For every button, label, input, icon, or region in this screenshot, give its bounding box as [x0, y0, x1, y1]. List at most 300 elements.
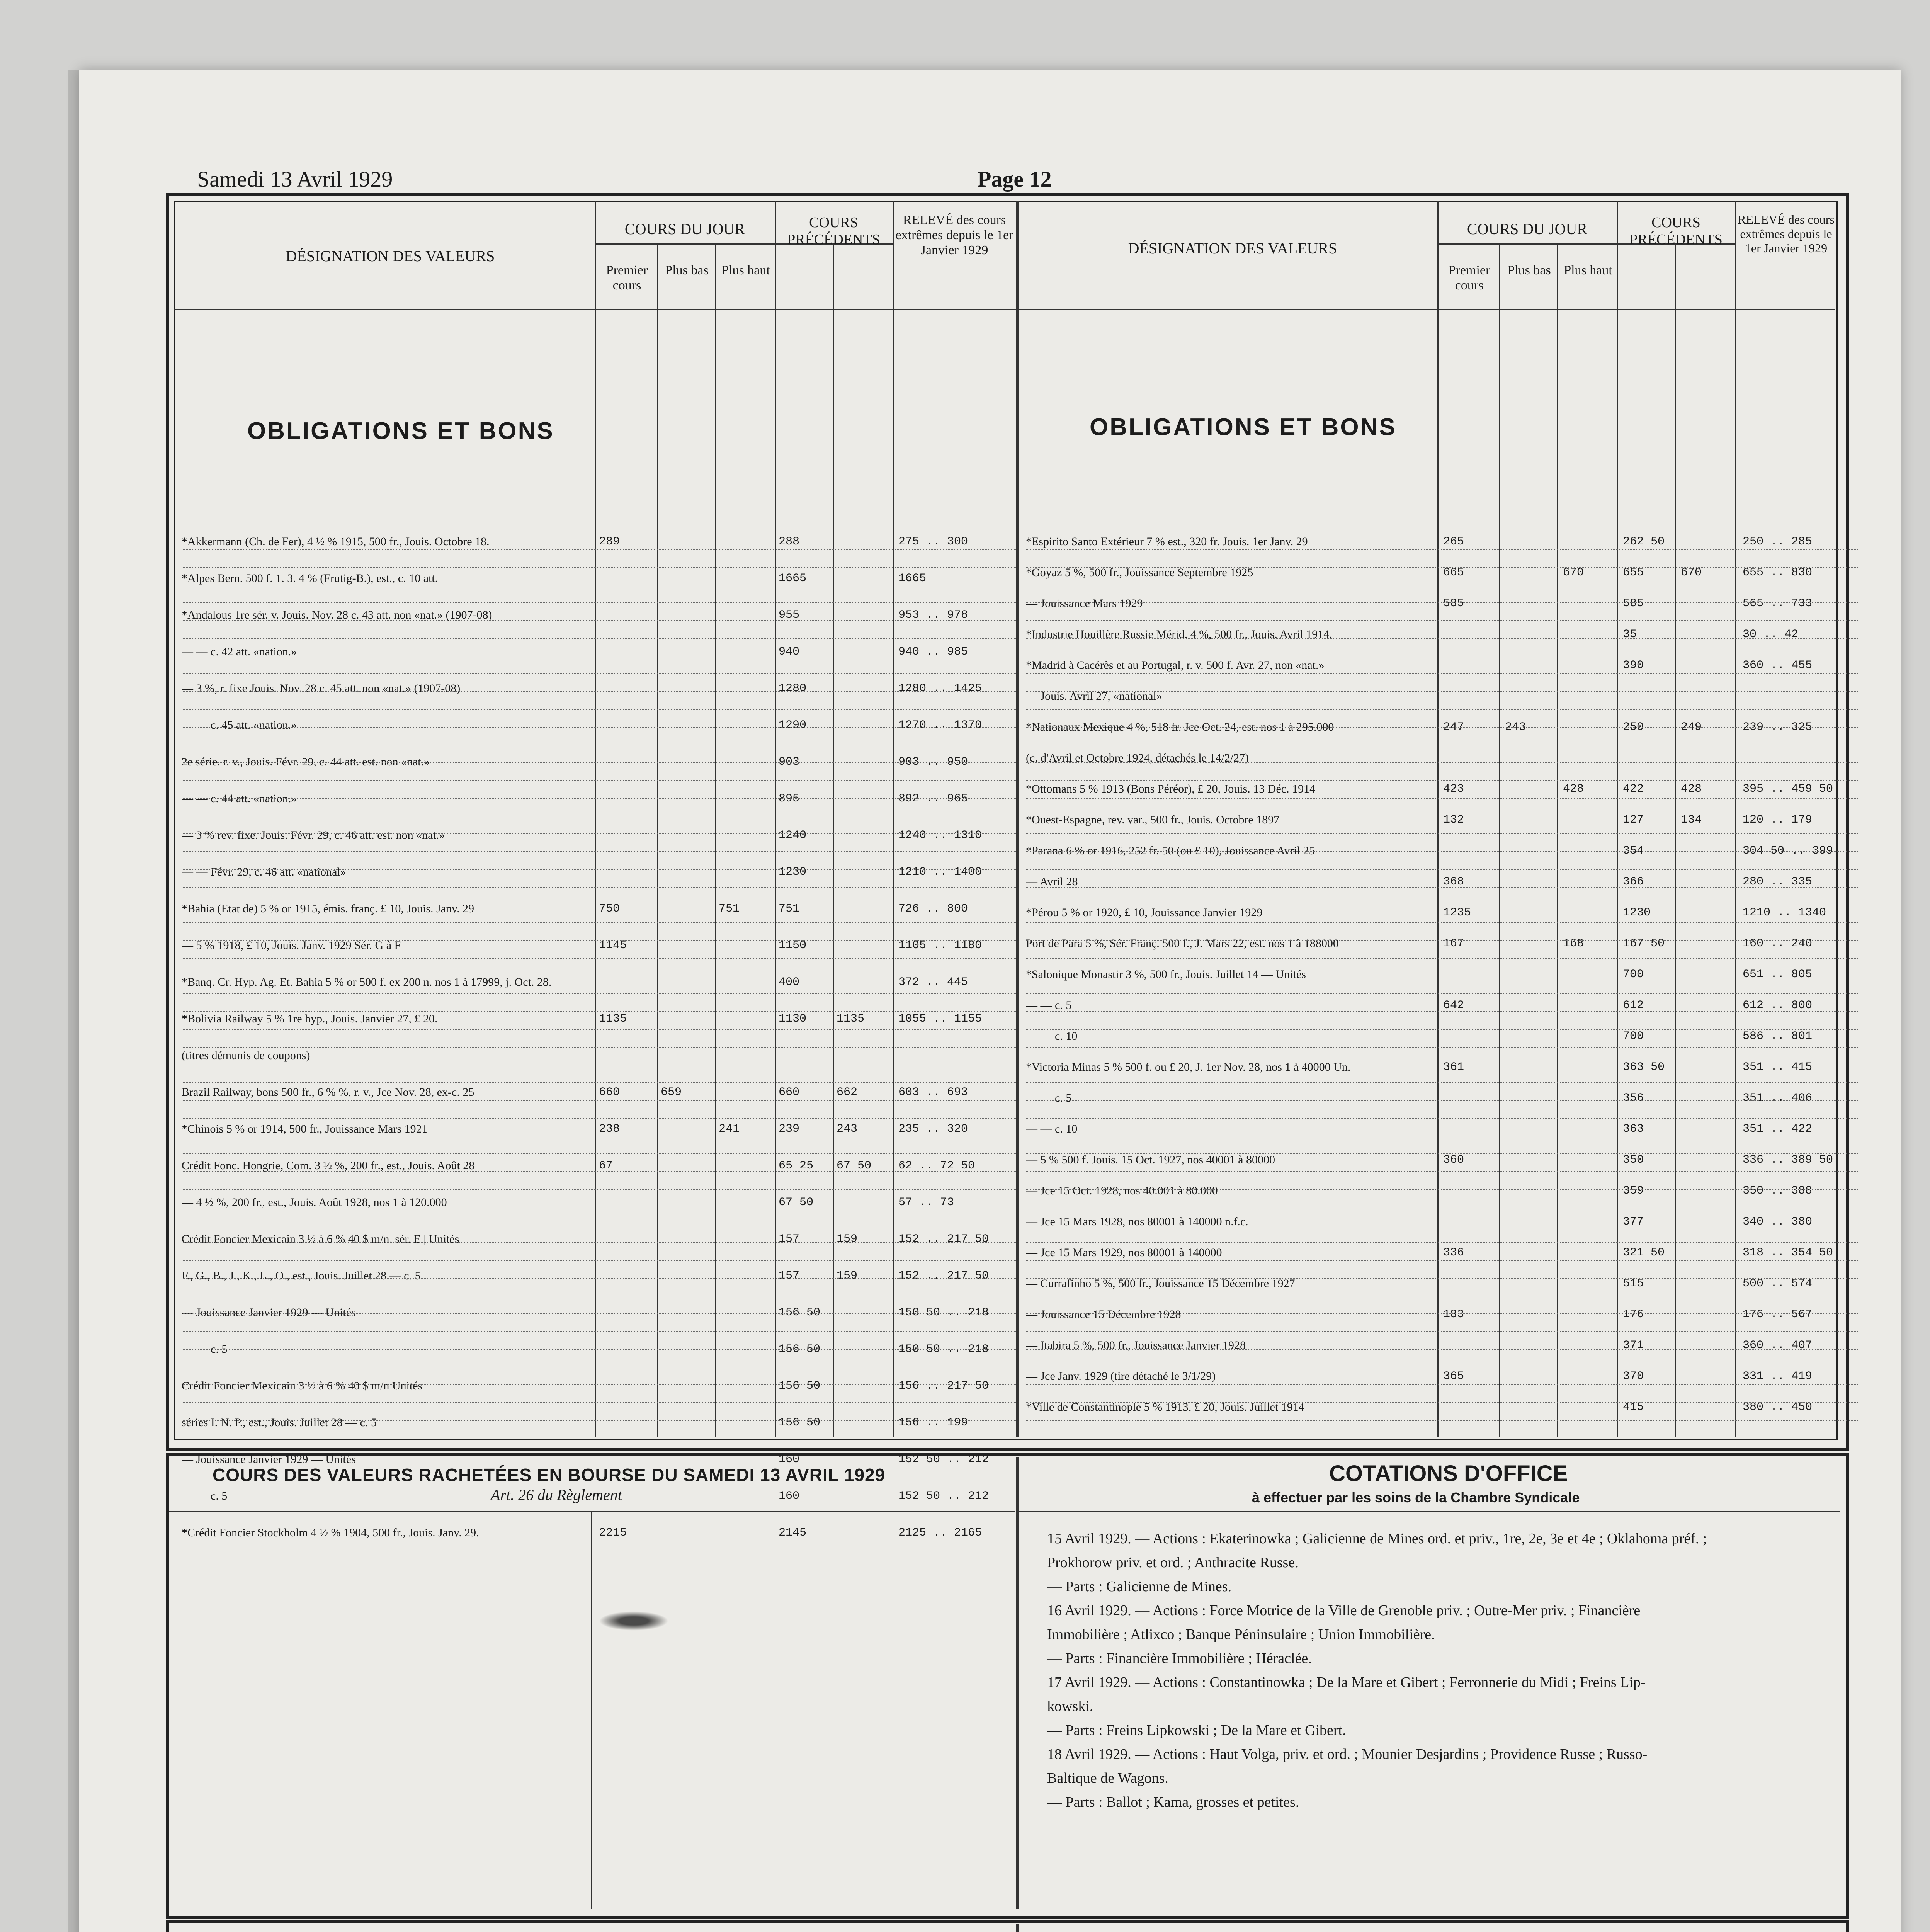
obligation-name: — Jouissance 15 Décembre 1928: [1026, 1308, 1181, 1321]
obligation-name: — Jouissance Janvier 1929 — Unités: [182, 1306, 356, 1319]
row-dotted-line: [1026, 1011, 1860, 1012]
row-dotted-line: [1026, 887, 1860, 888]
cotation-line: — Parts : Galicienne de Mines.: [1047, 1578, 1232, 1595]
obligation-prec: 377: [1623, 1215, 1644, 1228]
obligation-prec2: 428: [1681, 782, 1702, 796]
cotation-line: — Parts : Financière Immobilière ; Héraclée.: [1047, 1650, 1312, 1667]
obligation-releve: 603 .. 693: [898, 1086, 968, 1099]
obligation-name: (c. d'Avril et Octobre 1924, détachés le 14/2/27): [1026, 752, 1249, 764]
obligation-premier: 238: [599, 1122, 620, 1136]
rh-col5: [1675, 243, 1676, 1437]
cotation-line: 18 Avril 1929. — Actions : Haut Volga, priv. et ord. ; Mounier Desjardins ; Providence Russe ; Russo-: [1047, 1746, 1648, 1762]
obligation-releve: 30 .. 42: [1743, 628, 1799, 641]
obligation-prec: 371: [1623, 1339, 1644, 1352]
obligation-releve: 351 .. 422: [1743, 1122, 1813, 1136]
obligation-releve: 651 .. 805: [1743, 968, 1813, 981]
obligation-releve: 318 .. 354 50: [1743, 1246, 1833, 1259]
obligation-releve: 360 .. 407: [1743, 1339, 1813, 1352]
lh-col1: [595, 201, 596, 1437]
obligation-releve: 612 .. 800: [1743, 999, 1813, 1012]
obligation-premier: 132: [1443, 813, 1464, 827]
obligation-releve: 372 .. 445: [898, 976, 968, 989]
row-dotted-line: [182, 1384, 1016, 1385]
obligation-name: séries I. N. P., est., Jouis. Juillet 28 — c. 5: [182, 1416, 377, 1429]
right-haut-header: Plus haut: [1564, 263, 1612, 277]
row-dotted-line: [1026, 620, 1860, 621]
obligation-prec: 660: [779, 1086, 800, 1099]
cotations-line: [1019, 1511, 1840, 1512]
obligation-name: — 5 % 1918, £ 10, Jouis. Janv. 1929 Sér. G à F: [182, 939, 401, 952]
cotation-line: Immobilière ; Atlixco ; Banque Péninsulaire ; Union Immobilière.: [1047, 1626, 1435, 1643]
obligation-premier: 336: [1443, 1246, 1464, 1259]
obligation-releve: 340 .. 380: [1743, 1215, 1813, 1228]
obligation-releve: 150 50 .. 218: [898, 1343, 989, 1356]
obligation-releve: 380 .. 450: [1743, 1401, 1813, 1414]
row-dotted-line: [182, 1118, 1016, 1119]
obligation-prec: 363: [1623, 1122, 1644, 1136]
left-designation-header: DÉSIGNATION DES VALEURS: [286, 247, 495, 265]
obligation-premier: 360: [1443, 1153, 1464, 1167]
row-dotted-line: [182, 1189, 1016, 1190]
obligation-releve: 62 .. 72 50: [898, 1159, 975, 1172]
cotation-line: — Parts : Ballot ; Kama, grosses et petites.: [1047, 1794, 1299, 1810]
obligation-plus-haut: 670: [1563, 566, 1584, 579]
cotations-title: COTATIONS D'OFFICE: [1329, 1461, 1568, 1486]
row-dotted-line: [182, 691, 1016, 692]
obligation-premier: 1235: [1443, 906, 1471, 919]
obligation-plus-haut: 168: [1563, 937, 1584, 950]
rh-col2: [1499, 243, 1500, 1437]
obligation-releve: 57 .. 73: [898, 1196, 954, 1209]
obligation-name: — 3 %, r. fixe Jouis. Nov. 28 c. 45 att. non «nat.» (1907-08): [182, 682, 461, 695]
middle-divider: [1016, 1457, 1019, 1909]
obligation-releve: 275 .. 300: [898, 535, 968, 548]
obligation-releve: 655 .. 830: [1743, 566, 1813, 579]
obligation-name: — — c. 5: [182, 1490, 228, 1502]
header-page-number: Page 12: [978, 167, 1052, 192]
rachetees-subtitle: Art. 26 du Règlement: [491, 1486, 622, 1503]
obligation-prec: 363 50: [1623, 1061, 1665, 1074]
obligation-prec2: 670: [1681, 566, 1702, 579]
right-bas-header: Plus bas: [1507, 263, 1551, 277]
row-dotted-line: [182, 1402, 1016, 1403]
left-premier-header: Premier cours: [606, 263, 648, 293]
obligation-name: — Jce 15 Mars 1929, nos 80001 à 140000: [1026, 1246, 1222, 1259]
row-dotted-line: [1026, 958, 1860, 959]
obligation-prec: 67 50: [779, 1196, 814, 1209]
row-dotted-line: [182, 1171, 1016, 1172]
obligation-prec: 1280: [779, 682, 807, 695]
obligation-name: *Akkermann (Ch. de Fer), 4 ½ % 1915, 500 fr., Jouis. Octobre 18.: [182, 535, 490, 548]
obligation-prec: 415: [1623, 1401, 1644, 1414]
obligation-name: *Banq. Cr. Hyp. Ag. Et. Bahia 5 % or 500 f. ex 200 n. nos 1 à 17999, j. Oct. 28.: [182, 976, 552, 988]
cotation-line: — Parts : Freins Lipkowski ; De la Mare et Gibert.: [1047, 1722, 1346, 1738]
right-cours-du-jour-header: COURS DU JOUR: [1467, 220, 1588, 238]
obligation-premier: 368: [1443, 875, 1464, 888]
row-dotted-line: [182, 869, 1016, 870]
obligation-releve: 395 .. 459 50: [1743, 782, 1833, 796]
obligation-name: Port de Para 5 %, Sér. Franç. 500 f., J. Mars 22, est. nos 1 à 188000: [1026, 937, 1339, 950]
row-dotted-line: [182, 833, 1016, 834]
obligation-releve: 350 .. 388: [1743, 1184, 1813, 1197]
obligation-premier: 750: [599, 902, 620, 915]
obligation-name: *Alpes Bern. 500 f. 1. 3. 4 % (Frutig-B.), est., c. 10 att.: [182, 572, 438, 585]
obligation-name: Crédit Fonc. Hongrie, Com. 3 ½ %, 200 fr., est., Jouis. Août 28: [182, 1159, 475, 1172]
row-dotted-line: [1026, 1189, 1860, 1190]
obligation-name: (titres démunis de coupons): [182, 1049, 310, 1062]
obligation-premier: 660: [599, 1086, 620, 1099]
row-dotted-line: [1026, 1278, 1860, 1279]
obligation-releve: 1280 .. 1425: [898, 682, 982, 695]
row-dotted-line: [182, 1047, 1016, 1048]
obligation-name: — Currafinho 5 %, 500 fr., Jouissance 15 Décembre 1927: [1026, 1277, 1295, 1290]
obligation-prec: 127: [1623, 813, 1644, 827]
row-dotted-line: [182, 887, 1016, 888]
rachetees-col: [591, 1511, 592, 1909]
obligation-premier: 665: [1443, 566, 1464, 579]
row-dotted-line: [1026, 940, 1860, 941]
obligation-prec: 515: [1623, 1277, 1644, 1290]
cotation-line: 16 Avril 1929. — Actions : Force Motrice de la Ville de Grenoble priv. ; Outre-Mer priv. ; Financière: [1047, 1602, 1641, 1619]
obligation-releve: 1210 .. 1340: [1743, 906, 1826, 919]
obligation-name: — 3 % rev. fixe. Jouis. Févr. 29, c. 46 att. est. non «nat.»: [182, 829, 445, 842]
ink-smudge: [599, 1611, 668, 1631]
right-precedents-header: COURS PRÉCÉDENTS: [1629, 214, 1723, 248]
obligation-plus-haut: 241: [719, 1122, 740, 1136]
row-dotted-line: [1026, 567, 1860, 568]
lh-col5: [833, 243, 834, 1437]
obligation-prec: 250: [1623, 721, 1644, 734]
obligation-name: 2e série. r. v., Jouis. Févr. 29, c. 44 att. est. non «nat.»: [182, 755, 430, 768]
obligation-prec: 156 50: [779, 1306, 821, 1319]
obligation-name: *Salonique Monastir 3 %, 500 fr., Jouis. Juillet 14 — Unités: [1026, 968, 1306, 981]
obligation-releve: 150 50 .. 218: [898, 1306, 989, 1319]
obligation-prec: 156 50: [779, 1343, 821, 1356]
obligation-prec: 422: [1623, 782, 1644, 796]
obligations-center-divider: [1016, 201, 1019, 1437]
obligation-releve: 1665: [898, 572, 927, 585]
row-dotted-line: [1026, 851, 1860, 852]
obligation-plus-haut: 428: [1563, 782, 1584, 796]
obligation-name: Crédit Foncier Mexicain 3 ½ à 6 % 40 $ m/n Unités: [182, 1379, 423, 1392]
obligation-name: *Ouest-Espagne, rev. var., 500 fr., Jouis. Octobre 1897: [1026, 813, 1280, 826]
right-premier-header: Premier cours: [1448, 263, 1490, 293]
obligation-releve: 726 .. 800: [898, 902, 968, 915]
obligation-prec: 65 25: [779, 1159, 814, 1172]
obligation-name: — 5 % 500 f. Jouis. 15 Oct. 1927, nos 40001 à 80000: [1026, 1153, 1275, 1166]
left-haut-header: Plus haut: [721, 263, 770, 277]
obligation-name: *Ville de Constantinople 5 % 1913, £ 20, Jouis. Juillet 1914: [1026, 1401, 1304, 1413]
row-dotted-line: [182, 549, 1016, 550]
page-content: [158, 0, 1859, 1932]
obligation-name: — Itabira 5 %, 500 fr., Jouissance Janvier 1928: [1026, 1339, 1246, 1352]
cotation-line: 17 Avril 1929. — Actions : Constantinowka ; De la Mare et Gibert ; Ferronnerie du Midi ; Freins Lip-: [1047, 1674, 1646, 1690]
obligation-plus-bas: 243: [1505, 721, 1526, 734]
obligation-prec2: 1135: [837, 1012, 865, 1026]
row-dotted-line: [182, 958, 1016, 959]
obligation-prec: 370: [1623, 1370, 1644, 1383]
obligation-releve: 953 .. 978: [898, 609, 968, 622]
obligation-prec: 1150: [779, 939, 807, 952]
row-dotted-line: [1026, 1242, 1860, 1243]
obligation-prec: 903: [779, 755, 800, 769]
row-dotted-line: [182, 851, 1016, 852]
row-dotted-line: [1026, 1349, 1860, 1350]
obligations-table-inner: [174, 201, 1838, 1440]
row-dotted-line: [1026, 1100, 1860, 1101]
row-dotted-line: [1026, 602, 1860, 603]
obligation-name: — — c. 10: [1026, 1122, 1078, 1135]
obligation-releve: 235 .. 320: [898, 1122, 968, 1136]
obligation-releve: 1055 .. 1155: [898, 1012, 982, 1026]
obligation-prec: 700: [1623, 1030, 1644, 1043]
obligation-prec: 955: [779, 609, 800, 622]
row-dotted-line: [182, 1260, 1016, 1261]
row-dotted-line: [1026, 833, 1860, 834]
obligation-releve: 176 .. 567: [1743, 1308, 1813, 1321]
row-dotted-line: [1026, 993, 1860, 994]
obligation-releve: 152 .. 217 50: [898, 1269, 989, 1282]
row-dotted-line: [1026, 691, 1860, 692]
obligation-releve: 360 .. 455: [1743, 659, 1813, 672]
obligation-premier: 167: [1443, 937, 1464, 950]
row-dotted-line: [1026, 869, 1860, 870]
obligation-name: *Pérou 5 % or 1920, £ 10, Jouissance Janvier 1929: [1026, 906, 1263, 919]
obligation-name: *Andalous 1re sér. v. Jouis. Nov. 28 c. 43 att. non «nat.» (1907-08): [182, 609, 492, 621]
row-dotted-line: [182, 1278, 1016, 1279]
cotation-line: Prokhorow priv. et ord. ; Anthracite Russe.: [1047, 1554, 1299, 1571]
obligation-name: *Espirito Santo Extérieur 7 % est., 320 fr. Jouis. 1er Janv. 29: [1026, 535, 1308, 548]
row-dotted-line: [1026, 1153, 1860, 1154]
obligation-prec: 1130: [779, 1012, 807, 1026]
obligation-name: Brazil Railway, bons 500 fr., 6 % %, r. v., Jce Nov. 28, ex-c. 25: [182, 1086, 474, 1099]
row-dotted-line: [182, 620, 1016, 621]
obligation-name: — — c. 42 att. «nation.»: [182, 645, 297, 658]
rh-col1: [1437, 201, 1439, 1437]
obligation-name: — — c. 5: [1026, 999, 1072, 1012]
obligation-premier: 585: [1443, 597, 1464, 610]
obligation-premier: 1135: [599, 1012, 627, 1026]
obligation-name: — — c. 45 att. «nation.»: [182, 719, 297, 731]
right-section-title: OBLIGATIONS ET BONS: [1090, 414, 1397, 440]
obligation-plus-haut: 751: [719, 902, 740, 915]
binding-gutter: [68, 70, 79, 1932]
row-dotted-line: [1026, 1171, 1860, 1172]
obligation-prec2: 159: [837, 1269, 858, 1282]
row-dotted-line: [182, 709, 1016, 710]
obligation-releve: 892 .. 965: [898, 792, 968, 805]
row-dotted-line: [1026, 1384, 1860, 1385]
obligation-name: *Goyaz 5 %, 500 fr., Jouissance Septembre 1925: [1026, 566, 1253, 579]
obligation-premier: 265: [1443, 535, 1464, 548]
obligation-prec: 700: [1623, 968, 1644, 981]
obligation-prec: 400: [779, 976, 800, 989]
changes-divider: [1016, 1924, 1019, 1932]
left-section-title: OBLIGATIONS ET BONS: [247, 418, 554, 444]
row-dotted-line: [182, 1349, 1016, 1350]
row-dotted-line: [182, 940, 1016, 941]
obligation-premier: 67: [599, 1159, 613, 1172]
row-dotted-line: [1026, 1402, 1860, 1403]
obligation-releve: 160 .. 240: [1743, 937, 1813, 950]
obligation-prec: 157: [779, 1269, 800, 1282]
row-dotted-line: [182, 638, 1016, 639]
obligation-releve: 120 .. 179: [1743, 813, 1813, 827]
obligation-name: — Jce 15 Oct. 1928, nos 40.001 à 80.000: [1026, 1184, 1218, 1197]
row-dotted-line: [182, 1100, 1016, 1101]
row-dotted-line: [182, 798, 1016, 799]
obligation-prec: 751: [779, 902, 800, 915]
obligation-prec: 895: [779, 792, 800, 805]
obligation-prec: 1290: [779, 719, 807, 732]
obligation-releve: 239 .. 325: [1743, 721, 1813, 734]
obligation-releve: 586 .. 801: [1743, 1030, 1813, 1043]
obligation-prec: 940: [779, 645, 800, 658]
obligation-prec: 156 50: [779, 1416, 821, 1429]
obligation-releve: 2125 .. 2165: [898, 1526, 982, 1539]
row-dotted-line: [1026, 638, 1860, 639]
row-dotted-line: [1026, 727, 1860, 728]
header-bottom-line: [174, 309, 1835, 310]
obligation-prec: 612: [1623, 999, 1644, 1012]
obligation-prec: 1230: [1623, 906, 1651, 919]
obligation-name: *Bahia (Etat de) 5 % or 1915, émis. franç. £ 10, Jouis. Janv. 29: [182, 902, 474, 915]
left-cours-du-jour-header: COURS DU JOUR: [624, 220, 745, 238]
rachetees-title: COURS DES VALEURS RACHETÉES EN BOURSE DU SAMEDI 13 AVRIL 1929: [213, 1465, 886, 1485]
row-dotted-line: [182, 602, 1016, 603]
row-dotted-line: [1026, 1207, 1860, 1208]
row-dotted-line: [1026, 673, 1860, 674]
obligation-prec2: 159: [837, 1233, 858, 1246]
obligation-name: — — c. 5: [1026, 1092, 1072, 1104]
row-dotted-line: [182, 1331, 1016, 1332]
lh-col2: [657, 243, 658, 1437]
rh-col3: [1557, 243, 1558, 1437]
obligation-releve: 351 .. 415: [1743, 1061, 1813, 1074]
obligation-releve: 940 .. 985: [898, 645, 968, 658]
obligation-prec: 167 50: [1623, 937, 1665, 950]
lh-col6: [893, 201, 894, 1437]
left-releve-header: RELEVÉ des cours extrêmes depuis le 1er Janvier 1929: [895, 213, 1013, 258]
cotation-line: kowski.: [1047, 1698, 1093, 1714]
obligation-prec: 288: [779, 535, 800, 548]
row-dotted-line: [182, 567, 1016, 568]
obligation-releve: 280 .. 335: [1743, 875, 1813, 888]
obligation-prec: 359: [1623, 1184, 1644, 1197]
row-dotted-line: [182, 993, 1016, 994]
obligation-prec2: 134: [1681, 813, 1702, 827]
obligation-name: *Nationaux Mexique 4 %, 518 fr. Jce Oct. 24, est. nos 1 à 295.000: [1026, 721, 1334, 733]
row-dotted-line: [182, 1153, 1016, 1154]
obligation-prec2: 243: [837, 1122, 858, 1136]
row-dotted-line: [1026, 922, 1860, 923]
obligation-releve: 1105 .. 1180: [898, 939, 982, 952]
row-dotted-line: [182, 1420, 1016, 1421]
obligation-prec: 156 50: [779, 1379, 821, 1393]
row-dotted-line: [182, 673, 1016, 674]
obligation-prec2: 249: [1681, 721, 1702, 734]
obligation-name: — 4 ½ %, 200 fr., est., Jouis. Août 1928, nos 1 à 120.000: [182, 1196, 447, 1209]
obligation-releve: 152 50 .. 212: [898, 1453, 989, 1466]
row-dotted-line: [1026, 549, 1860, 550]
changes-frame: [166, 1920, 1849, 1932]
obligation-name: *Ottomans 5 % 1913 (Bons Péréor), £ 20, Jouis. 13 Déc. 1914: [1026, 782, 1316, 795]
obligation-prec: 239: [779, 1122, 800, 1136]
obligation-prec: 160: [779, 1453, 800, 1466]
row-dotted-line: [182, 1029, 1016, 1030]
obligation-name: Crédit Foncier Mexicain 3 ½ à 6 % 40 $ m/n. sér. E | Unités: [182, 1233, 459, 1245]
obligation-name: — — c. 5: [182, 1343, 228, 1355]
obligation-prec: 321 50: [1623, 1246, 1665, 1259]
obligation-name: — Jouissance Janvier 1929 — Unités: [182, 1453, 356, 1466]
obligation-releve: 336 .. 389 50: [1743, 1153, 1833, 1167]
obligation-prec: 366: [1623, 875, 1644, 888]
obligation-releve: 1210 .. 1400: [898, 866, 982, 879]
obligation-name: — Jce 15 Mars 1928, nos 80001 à 140000 n.f.c.: [1026, 1215, 1248, 1228]
obligation-name: — — c. 10: [1026, 1030, 1078, 1043]
obligation-releve: 152 50 .. 212: [898, 1490, 989, 1503]
row-dotted-line: [1026, 1331, 1860, 1332]
row-dotted-line: [182, 922, 1016, 923]
row-dotted-line: [1026, 1260, 1860, 1261]
obligation-name: *Parana 6 % or 1916, 252 fr. 50 (ou £ 10), Jouissance Avril 25: [1026, 844, 1315, 857]
row-dotted-line: [182, 1313, 1016, 1314]
obligation-prec: 655: [1623, 566, 1644, 579]
row-dotted-line: [1026, 1313, 1860, 1314]
row-dotted-line: [1026, 1029, 1860, 1030]
obligation-name: — Avril 28: [1026, 875, 1078, 888]
obligation-prec: 262 50: [1623, 535, 1665, 548]
obligation-premier: 365: [1443, 1370, 1464, 1383]
obligation-name: *Bolivia Railway 5 % 1re hyp., Jouis. Janvier 27, £ 20.: [182, 1012, 438, 1025]
cotations-subtitle: à effectuer par les soins de la Chambre Syndicale: [1252, 1490, 1580, 1505]
row-dotted-line: [182, 727, 1016, 728]
row-dotted-line: [1026, 1082, 1860, 1083]
obligation-prec: 176: [1623, 1308, 1644, 1321]
obligation-releve: 304 50 .. 399: [1743, 844, 1833, 857]
header-date: Samedi 13 Avril 1929: [197, 167, 393, 192]
obligation-prec2: 662: [837, 1086, 858, 1099]
right-releve-header: RELEVÉ des cours extrêmes depuis le 1er Janvier 1929: [1738, 213, 1835, 255]
obligation-prec: 160: [779, 1490, 800, 1503]
obligation-releve: 156 .. 199: [898, 1416, 968, 1429]
row-dotted-line: [182, 780, 1016, 781]
row-dotted-line: [1026, 1118, 1860, 1119]
rachetees-line: [169, 1511, 1015, 1512]
obligation-premier: 642: [1443, 999, 1464, 1012]
obligation-prec: 350: [1623, 1153, 1644, 1167]
obligation-prec: 35: [1623, 628, 1637, 641]
obligation-name: — — c. 44 att. «nation.»: [182, 792, 297, 805]
cotation-line: Baltique de Wagons.: [1047, 1770, 1168, 1786]
obligation-prec: 1240: [779, 829, 807, 842]
obligation-releve: 1240 .. 1310: [898, 829, 982, 842]
obligation-name: *Victoria Minas 5 % 500 f. ou £ 20, J. 1er Nov. 28, nos 1 à 40000 Un.: [1026, 1061, 1351, 1073]
rh-col4: [1617, 201, 1618, 1437]
obligation-name: — — Févr. 29, c. 46 att. «national»: [182, 866, 346, 878]
rh-col6: [1735, 201, 1736, 1437]
obligation-name: *Madrid à Cacérès et au Portugal, r. v. 500 f. Avr. 27, non «nat.»: [1026, 659, 1325, 672]
obligation-plus-bas: 659: [661, 1086, 682, 1099]
obligation-name: *Chinois 5 % or 1914, 500 fr., Jouissance Mars 1921: [182, 1122, 428, 1135]
row-dotted-line: [182, 1082, 1016, 1083]
obligation-releve: 250 .. 285: [1743, 535, 1813, 548]
obligation-prec2: 67 50: [837, 1159, 872, 1172]
obligation-premier: 423: [1443, 782, 1464, 796]
obligation-premier: 183: [1443, 1308, 1464, 1321]
obligation-releve: 1270 .. 1370: [898, 719, 982, 732]
obligation-name: *Crédit Foncier Stockholm 4 ½ % 1904, 500 fr., Jouis. Janv. 29.: [182, 1526, 479, 1539]
